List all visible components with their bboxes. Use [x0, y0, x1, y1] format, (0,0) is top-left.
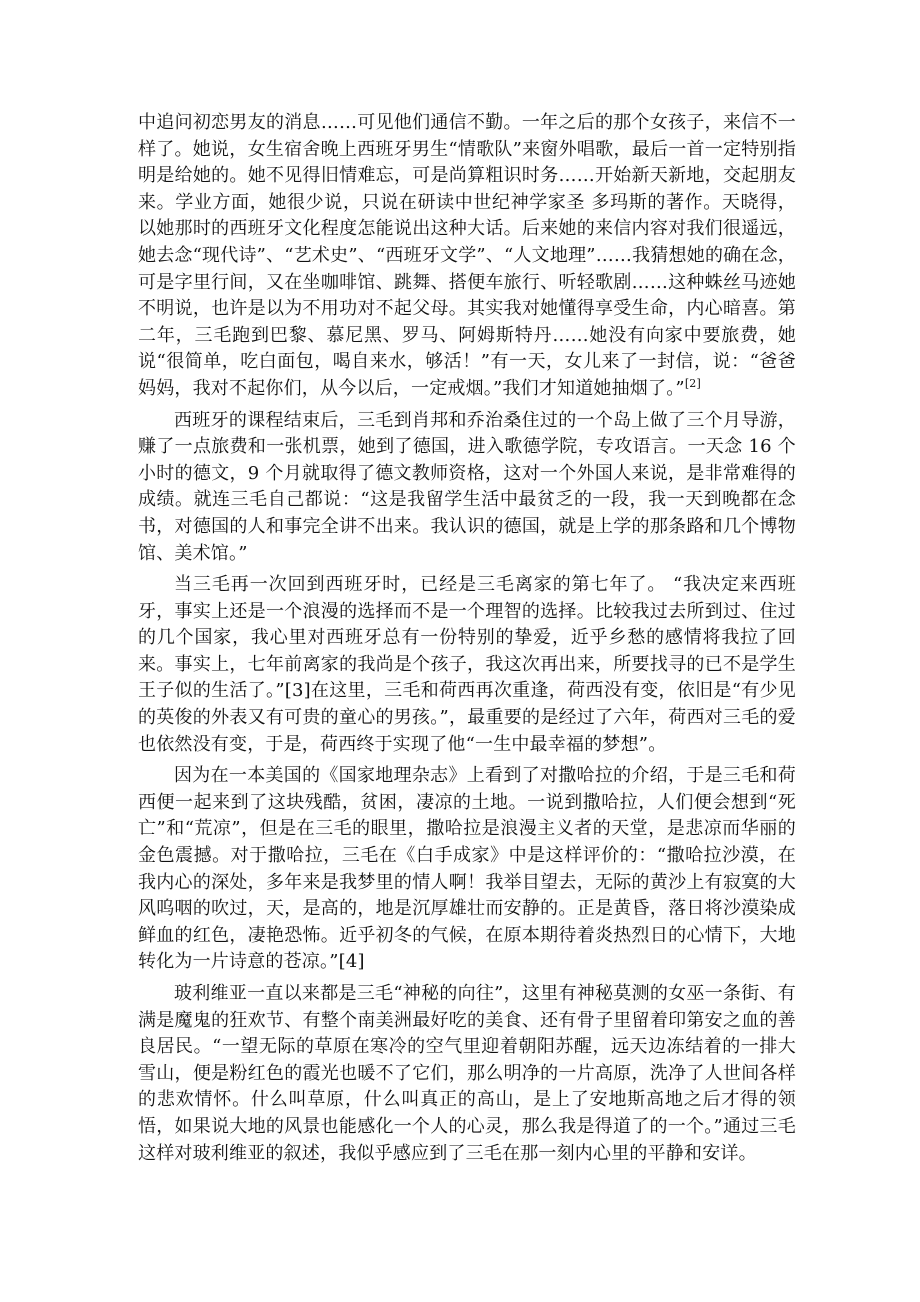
paragraph-3-text: 当三毛再一次回到西班牙时，已经是三毛离家的第七年了。 “我决定来西班牙，事实上还是一个浪漫的选择而不是一个理智的选择。比较我过去所到过、住过的几个国家，我心里对西班牙总有一份特别的挚爱，近乎乡愁的感情将我拉了回来。事实上，七年前离家的我尚是个孩子，我这次再出来，所要找寻的已不是学生王子似的生活了。”[3]在这里，三毛和荷西再次重逢，荷西没有变，依旧是“有少见的英俊的外表又有可贵的童心的男孩。”，最重要的是经过了六年，荷西对三毛的爱也依然没有变，于是，荷西终于实现了他“一生中最幸福的梦想”。 [138, 574, 796, 755]
paragraph-5-text: 玻利维亚一直以来都是三毛“神秘的向往”，这里有神秘莫测的女巫一条街、有满是魔鬼的狂欢节、有整个南美洲最好吃的美食、还有骨子里留着印第安之血的善良居民。“一望无际的草原在寒冷的空气里迎着朝阳苏醒，远天边冻结着的一排大雪山，便是粉红色的霞光也暖不了它们，那么明净的一片高原，洗净了人世间各样的悲欢情怀。什么叫草原，什么叫真正的高山，是上了安地斯高地之后才得的领悟，如果说大地的风景也能感化一个人的心灵，那么我是得道了的一个。”通过三毛这样对玻利维亚的叙述，我似乎感应到了三毛在那一刻内心里的平静和安详。 [138, 983, 796, 1164]
paragraph-5 [138, 981, 796, 1167]
paragraph-2 [138, 408, 796, 568]
footnote-ref-2: [2] [684, 376, 701, 390]
paragraph-2-text: 西班牙的课程结束后，三毛到肖邦和乔治桑住过的一个岛上做了三个月导游，赚了一点旅费和一张机票，她到了德国，进入歌德学院，专攻语言。一天念 16 个小时的德文，9 个月就取得了德文教师资格，这对一个外国人来说，是非常难得的成绩。就连三毛自己都说：“这是我留学生活中最贫乏的一段，我一天到晚都在念书，对德国的人和事完全讲不出来。我认识的德国，就是上学的那条路和几个博物馆、美术馆。” [138, 409, 796, 564]
paragraph-4 [138, 763, 796, 976]
document-body [138, 110, 796, 1172]
paragraph-1 [138, 110, 796, 403]
paragraph-1-text: 中追问初恋男友的消息……可见他们通信不勤。一年之后的那个女孩子，来信不一样了。她说，女生宿舍晚上西班牙男生“情歌队”来窗外唱歌，最后一首一定特别指明是给她的。她不见得旧情难忘，可是尚算粗识时务……开始新天新地，交起朋友来。学业方面，她很少说，只说在研读中世纪神学家圣 多玛斯的著作。天晓得，以她那时的西班牙文化程度怎能说出这种大话。后来她的来信内容对我们很遥远，她去念“现代诗”、“艺术史”、“西班牙文学”、“人文地理”……我猜想她的确在念，可是字里行间，又在坐咖啡馆、跳舞、搭便车旅行、听轻歌剧……这种蛛丝马迹她不明说，也许是以为不用功对不起父母。其实我对她懂得享受生命，内心暗喜。第二年，三毛跑到巴黎、慕尼黑、罗马、阿姆斯特丹……她没有向家中要旅费，她说“很简单，吃白面包，喝自来水，够活！”有一天，女儿来了一封信，说：“爸爸妈妈，我对不起你们，从今以后，一定戒烟。”我们才知道她抽烟了。” [138, 112, 796, 399]
paragraph-4-text: 因为在一本美国的《国家地理杂志》上看到了对撒哈拉的介绍，于是三毛和荷西便一起来到了这块残酷，贫困，凄凉的土地。一说到撒哈拉，人们便会想到“死亡”和“荒凉”，但是在三毛的眼里，撒哈拉是浪漫主义者的天堂，是悲凉而华丽的金色震撼。对于撒哈拉，三毛在《白手成家》中是这样评价的：“撒哈拉沙漠，在我内心的深处，多年来是我梦里的情人啊！我举目望去，无际的黄沙上有寂寞的大风呜咽的吹过，天，是高的，地是沉厚雄壮而安静的。正是黄昏，落日将沙漠染成鲜血的红色，凄艳恐怖。近乎初冬的气候，在原本期待着炎热烈日的心情下，大地转化为一片诗意的苍凉。”[4] [138, 765, 796, 973]
paragraph-3 [138, 572, 796, 758]
